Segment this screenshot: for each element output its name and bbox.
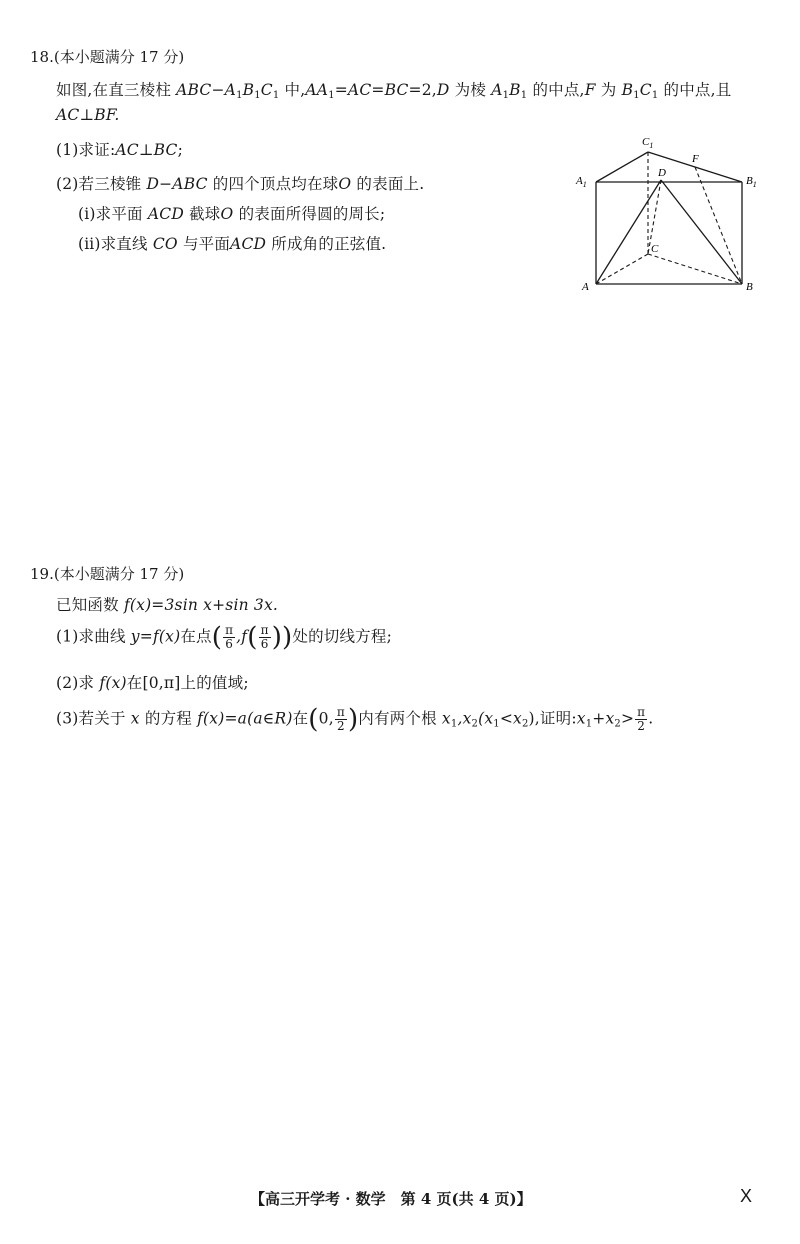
q19-text: 0, xyxy=(318,709,334,728)
q19-part3: (3)若关于 x 的方程 f(x)=a(a∈R)在(0, $\frac{\pi}{2}$ )内有两个根 $x_1,x_2(x_1<x_2)$,证明$:x_1+x_2>$ $\frac{\pi}{2}$ . xyxy=(56,704,654,735)
q18-text: 如图,在直三棱柱 xyxy=(56,81,177,99)
q18-math: O xyxy=(220,205,234,223)
q18-math: F xyxy=(584,81,596,99)
q18-text: 的中点,且 xyxy=(658,81,732,99)
label-c1: $C_1$ xyxy=(642,136,654,150)
q19-math: ,f xyxy=(236,627,248,646)
q18-math: B xyxy=(509,81,521,99)
q18-text: 为 xyxy=(595,81,622,99)
frac-pi-6: $\frac{\pi}{6}$ xyxy=(260,623,269,651)
q18-text: 所成角的正弦值. xyxy=(266,235,387,253)
q19-text: 已知函数 xyxy=(56,596,124,614)
q18-text: (ⅱ)求直线 xyxy=(78,235,153,253)
q18-math: C xyxy=(260,81,273,99)
q18-math: B xyxy=(621,81,634,99)
sub: 1 xyxy=(502,90,510,101)
frac-pi-2: $\frac{\pi}{2}$ xyxy=(637,705,646,733)
sub: 1 xyxy=(520,90,528,101)
q18-math: D xyxy=(436,81,450,99)
q19-text: 处的切线方程; xyxy=(292,627,392,646)
sub: 1 xyxy=(254,90,261,101)
sub: 1 xyxy=(328,90,335,101)
q18-text: (ⅰ)求平面 xyxy=(78,205,148,223)
q19-text: (1)求曲线 xyxy=(56,627,131,646)
q18-text: (1)求证: xyxy=(56,141,116,159)
q18-stem-line1 xyxy=(56,78,731,101)
q18-math: AA xyxy=(305,81,329,99)
q18-text: 的表面所得圆的周长; xyxy=(233,205,386,223)
sub: 1 xyxy=(651,90,659,101)
q18-part2 xyxy=(56,172,424,194)
edge-bf xyxy=(695,167,742,284)
q18-text: (2)若三棱锥 xyxy=(56,175,147,193)
q18-text: =2, xyxy=(408,81,437,99)
q18-math: ACD xyxy=(230,235,267,253)
q18-math: D−ABC xyxy=(146,175,208,193)
q19-text: ,证明: xyxy=(534,709,577,728)
q19-math: f(x) xyxy=(99,674,127,692)
q19-part1: (1)求曲线 y=f(x)在点( $\frac{\pi}{6}$ ,f( $\frac{\pi}{6}$ ))处的切线方程; xyxy=(56,622,392,653)
label-a: A xyxy=(582,281,589,293)
sub: 1 xyxy=(272,90,280,101)
edge-db xyxy=(661,180,742,284)
q18-text: 中, xyxy=(279,81,306,99)
q18-math: A xyxy=(491,81,503,99)
label-f: F xyxy=(692,153,699,165)
label-b1: $B_1$ xyxy=(746,175,757,189)
edge-ac xyxy=(596,254,648,284)
q19-math: y=f(x) xyxy=(130,627,181,646)
q18-text: 截球 xyxy=(183,205,221,223)
edge-a1c1 xyxy=(596,152,648,182)
q18-header: 18.(本小题满分 17 分) xyxy=(30,48,185,66)
q18-text: ; xyxy=(177,141,183,159)
sub: 1 xyxy=(633,90,640,101)
label-b: B xyxy=(746,281,753,293)
q18-math: O xyxy=(338,175,352,193)
q19-text: 在点 xyxy=(180,627,212,646)
q18-math: ABC−A xyxy=(176,81,237,99)
q19-math: f(x)=3sin x+sin 3x. xyxy=(123,596,279,614)
q19-text: 的方程 xyxy=(139,709,198,728)
q18-part1 xyxy=(56,138,183,160)
corner-mark: X xyxy=(740,1186,753,1206)
q19-text: 在 xyxy=(292,709,309,728)
label-d: D xyxy=(658,167,666,179)
q18-math: AC⊥BC xyxy=(115,141,178,159)
q18-part2-ii xyxy=(78,232,386,254)
q18-part2-i xyxy=(78,202,385,224)
q18-prism-figure xyxy=(570,132,770,302)
q18-math: CO xyxy=(152,235,178,253)
q19-text: 内有两个根 xyxy=(358,709,442,728)
q18-math: C xyxy=(639,81,652,99)
q18-text: 与平面 xyxy=(177,235,231,253)
q19-math: x xyxy=(130,709,140,728)
sub: 1 xyxy=(236,90,243,101)
q18-stem-line2: AC⊥BF. xyxy=(56,106,120,124)
q18-text: 的表面上. xyxy=(351,175,425,193)
q18-math: =AC=BC xyxy=(334,81,409,99)
q18-text: 的四个顶点均在球 xyxy=(207,175,339,193)
frac-pi-6: $\frac{\pi}{6}$ xyxy=(225,623,234,651)
edge-ad xyxy=(596,180,661,284)
label-c: C xyxy=(651,243,659,255)
q18-math: ACD xyxy=(147,205,184,223)
q19-text: (3)若关于 xyxy=(56,709,131,728)
q19-text: 在[0,π]上的值域; xyxy=(126,674,249,692)
q19-math: f(x)=a(a∈R) xyxy=(197,709,293,728)
q18-text: 为棱 xyxy=(449,81,492,99)
q19-stem xyxy=(56,593,278,615)
q19-text: (2)求 xyxy=(56,674,100,692)
q19-part2 xyxy=(56,671,249,693)
q18-text: 的中点, xyxy=(527,81,585,99)
label-a1: $A_1$ xyxy=(576,175,587,189)
q19-header: 19.(本小题满分 17 分) xyxy=(30,565,185,583)
q18-math: B xyxy=(242,81,255,99)
frac-pi-2: $\frac{\pi}{2}$ xyxy=(336,705,345,733)
page-footer: 【高三开学考 · 数学 第 4 页(共 4 页)】 xyxy=(250,1190,532,1208)
edge-cb xyxy=(648,254,742,284)
